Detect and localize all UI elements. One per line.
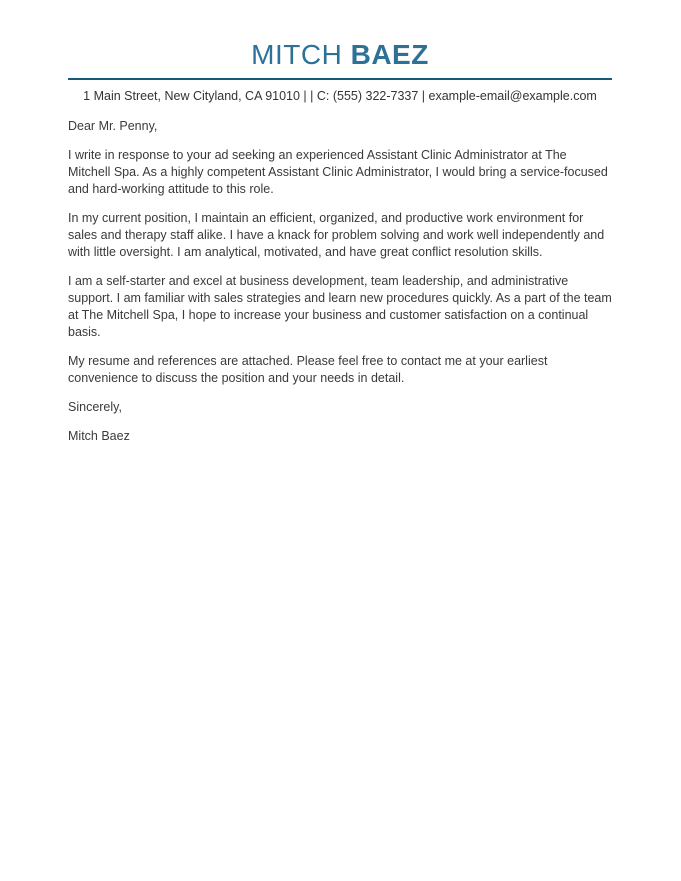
closing: Sincerely, <box>68 399 122 414</box>
paragraph-current-position: In my current position, I maintain an efficient, organized, and productive work environment for sales and therapy staff alike. I have a knack for problem solving and work well independently and with little oversight. I am analytical, motivated, and have great conflict resolution skills. <box>68 210 605 259</box>
contact-info: 1 Main Street, New Cityland, CA 91010 | | C: (555) 322-7337 | example-email@example.com <box>83 88 597 103</box>
header-divider <box>68 78 612 80</box>
signature-name: Mitch Baez <box>68 428 130 443</box>
last-name-text: BAEZ <box>350 39 429 70</box>
salutation: Dear Mr. Penny, <box>68 118 158 133</box>
paragraph-intro: I write in response to your ad seeking an experienced Assistant Clinic Administrator at The Mitchell Spa. As a highly competent Assistant Clinic Administrator, I would bring a service-focused and hard-working attitude to this role. <box>68 147 608 196</box>
paragraph-resume: My resume and references are attached. Please feel free to contact me at your earliest convenience to discuss the position and your needs in detail. <box>68 353 548 385</box>
letter-body <box>68 118 612 445</box>
first-name-text: MITCH <box>251 39 343 70</box>
name-space <box>342 39 350 70</box>
page-title <box>68 40 612 71</box>
paragraph-skills: I am a self-starter and excel at business development, team leadership, and administrative support. I am familiar with sales strategies and learn new procedures quickly. As a part of the team at The Mitchell Spa, I hope to increase your business and customer satisfaction on a continual basis. <box>68 273 612 339</box>
